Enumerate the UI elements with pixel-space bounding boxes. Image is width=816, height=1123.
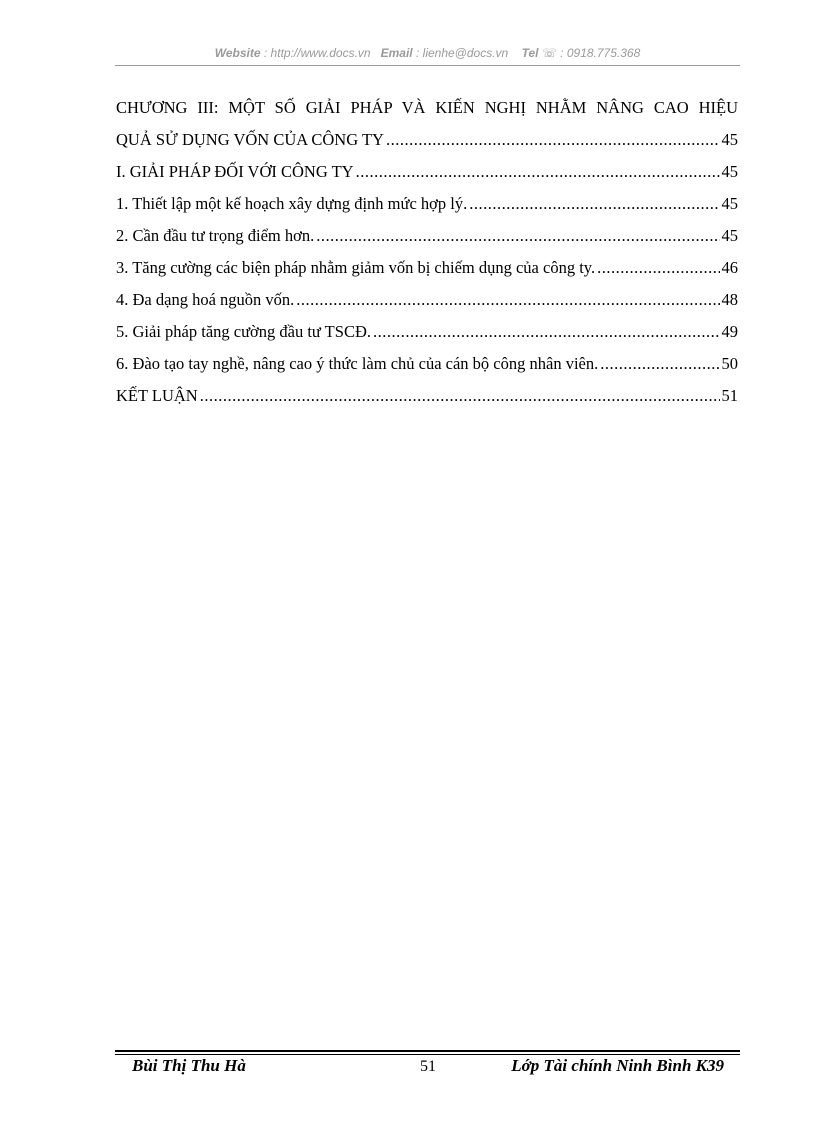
- toc-entry-page: 46: [721, 258, 738, 277]
- toc-entry: [116, 348, 738, 380]
- dot-leader: [200, 380, 720, 412]
- dot-leader: [386, 124, 720, 156]
- dot-leader: [373, 316, 720, 348]
- tel-value: : 0918.775.368: [560, 46, 641, 60]
- tel-label: Tel: [521, 46, 539, 60]
- phone-icon: ☏: [541, 46, 557, 60]
- toc-entry-text: 2. Cần đầu tư trọng điểm hơn.: [116, 226, 315, 245]
- toc-entry: [116, 252, 738, 284]
- footer-page-number: 51: [420, 1058, 436, 1075]
- toc-entry-text: 6. Đào tạo tay nghề, nâng cao ý thức làm chủ của cán bộ công nhân viên.: [116, 354, 599, 373]
- toc-entry-text: CHƯƠNG III: MỘT SỐ GIẢI PHÁP VÀ KIẾN NGHỊ NHẰM NÂNG CAO HIỆU: [116, 98, 738, 117]
- dot-leader: [296, 284, 719, 316]
- toc-entry-page: 51: [721, 386, 738, 405]
- toc-entry-page: 45: [721, 194, 738, 213]
- website-label: Website: [214, 46, 261, 60]
- toc-entry: [116, 316, 738, 348]
- page-header: [115, 46, 740, 60]
- toc-entry-page: 45: [721, 226, 738, 245]
- toc-entry-text: I. GIẢI PHÁP ĐỐI VỚI CÔNG TY: [116, 162, 354, 181]
- email-value: : lienhe@docs.vn: [415, 46, 509, 60]
- toc-entry-page: 45: [721, 162, 738, 181]
- toc-entry-text: 1. Thiết lập một kế hoạch xây dựng định mức hợp lý.: [116, 194, 468, 213]
- footer-divider-thin: [115, 1054, 740, 1055]
- toc-entry: [116, 284, 738, 316]
- toc-entry-page: 45: [721, 130, 738, 149]
- toc-entry-text: KẾT LUẬN: [116, 386, 198, 405]
- toc-entry: [116, 92, 738, 124]
- toc-entry-text: 4. Đa dạng hoá nguồn vốn.: [116, 290, 295, 309]
- toc-entry-page: 48: [721, 290, 738, 309]
- footer-divider: [115, 1050, 740, 1052]
- toc-entry: [116, 188, 738, 220]
- email-label: Email: [380, 46, 413, 60]
- dot-leader: [600, 348, 719, 380]
- website-value: : http://www.docs.vn: [263, 46, 371, 60]
- toc-entry-page: 49: [721, 322, 738, 341]
- toc-entry-text: QUẢ SỬ DỤNG VỐN CỦA CÔNG TY: [116, 130, 384, 149]
- dot-leader: [316, 220, 719, 252]
- toc-entry: [116, 124, 738, 156]
- toc-entry: [116, 220, 738, 252]
- toc-entry-page: 50: [721, 354, 738, 373]
- dot-leader: [469, 188, 719, 220]
- footer-author: Bùi Thị Thu Hà: [132, 1056, 246, 1075]
- dot-leader: [597, 252, 719, 284]
- toc-entry-text: 5. Giải pháp tăng cường đầu tư TSCĐ.: [116, 322, 371, 341]
- table-of-contents: [116, 92, 738, 412]
- footer-class-name: Lớp Tài chính Ninh Bình K39: [511, 1056, 724, 1075]
- toc-entry: [116, 156, 738, 188]
- toc-entry-text: 3. Tăng cường các biện pháp nhằm giảm vốn bị chiếm dụng của công ty.: [116, 258, 596, 277]
- toc-entry: [116, 380, 738, 412]
- page-footer: [115, 1056, 740, 1080]
- header-divider: [115, 65, 740, 66]
- dot-leader: [356, 156, 720, 188]
